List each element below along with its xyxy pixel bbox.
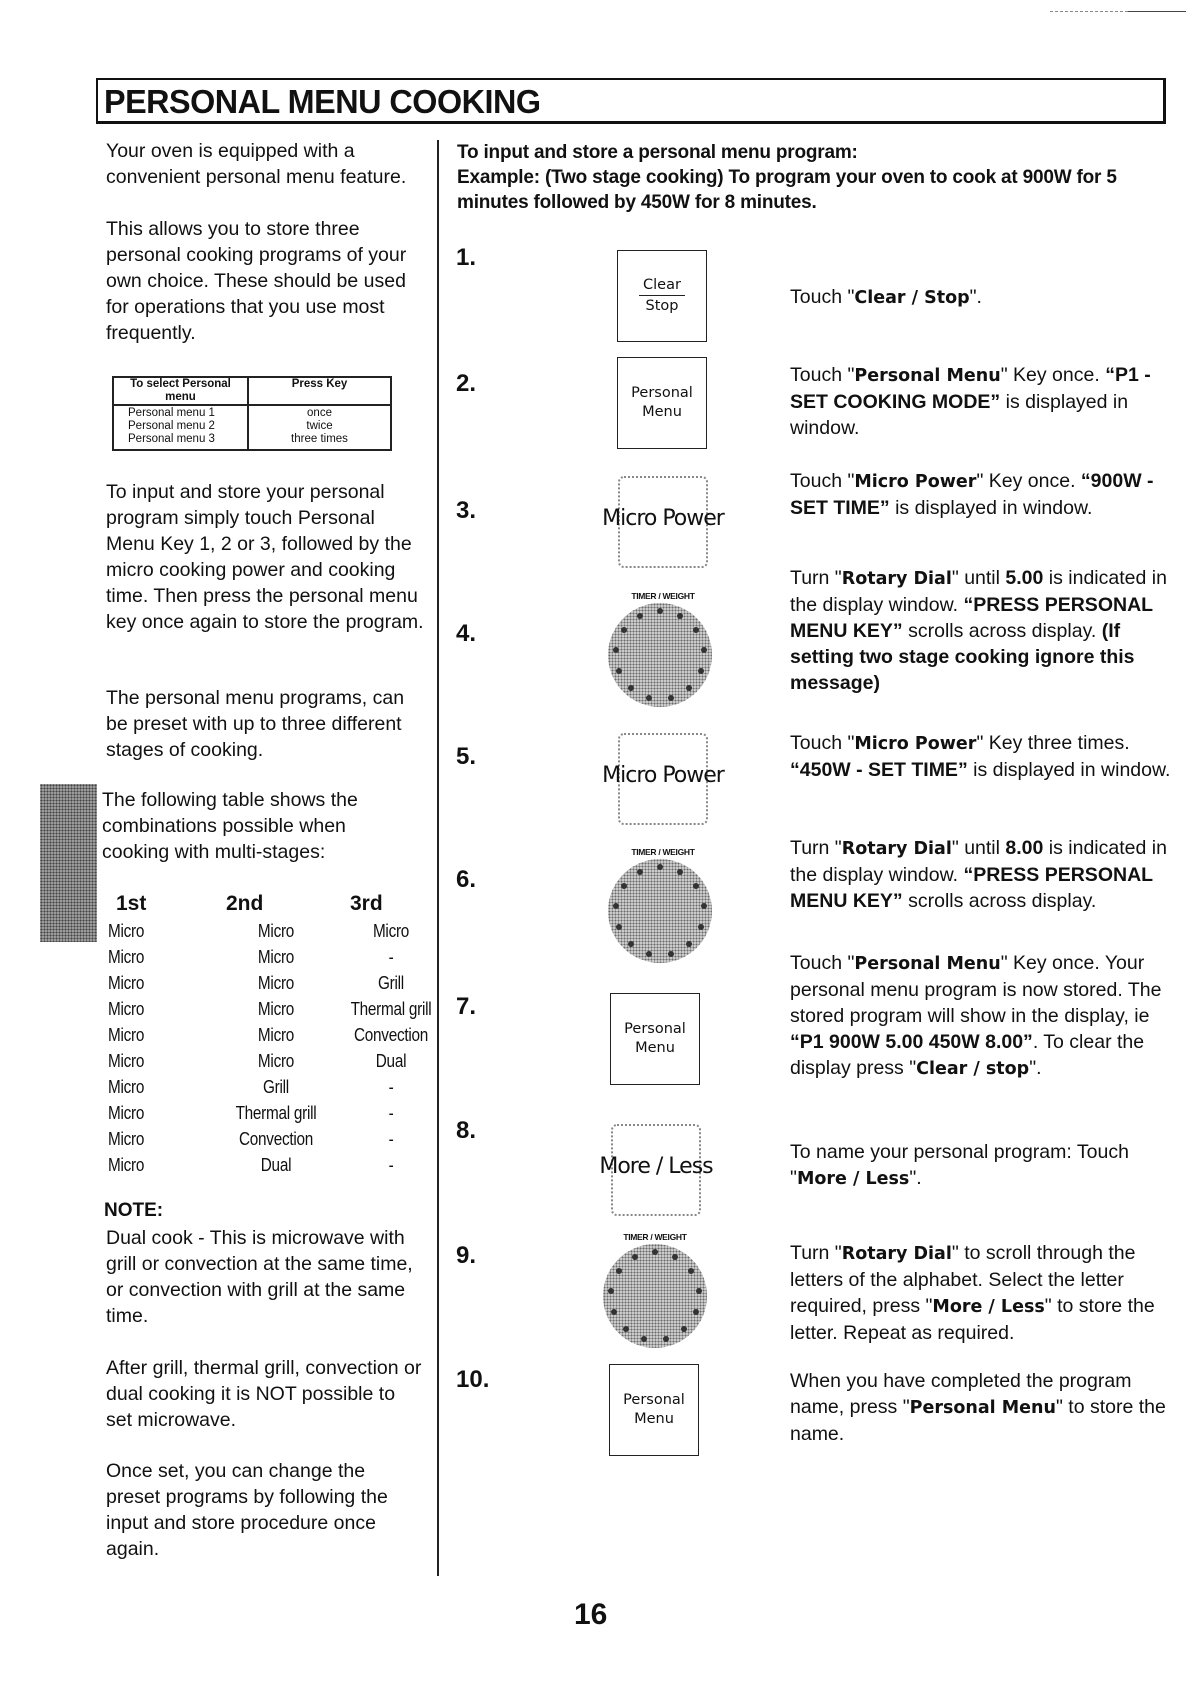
dial-tick-dot bbox=[698, 668, 704, 674]
emphasis-text: Micro Power bbox=[854, 734, 977, 754]
dial-tick-dot bbox=[693, 883, 699, 889]
once-set-text: Once set, you can change the preset programs by following the input and store procedure once again. bbox=[106, 1460, 388, 1560]
dial-tick-dot bbox=[681, 1326, 687, 1332]
table-header: 3rd bbox=[350, 892, 383, 915]
instruction-text: is displayed in window. bbox=[790, 391, 1129, 439]
emphasis-text: “P1 900W 5.00 450W 8.00” bbox=[790, 1031, 1033, 1053]
table-row bbox=[108, 1048, 450, 1074]
instruction-text: is indicated in the display window. bbox=[790, 567, 1167, 616]
instruction-text: Touch " bbox=[790, 286, 855, 308]
step-7-instruction bbox=[790, 950, 1180, 1082]
table-header: Press Key bbox=[248, 377, 391, 405]
table-cell: Convection bbox=[238, 1129, 314, 1149]
dial-tick-dot bbox=[613, 903, 619, 909]
table-cell: Micro bbox=[257, 947, 295, 967]
emphasis-text: Rotary Dial bbox=[841, 839, 952, 859]
stages-paragraph: The personal menu programs, can be preset with up to three different stages of cooking. bbox=[106, 687, 405, 761]
step-number: 3. bbox=[456, 497, 477, 524]
note-text: Dual cook - This is microwave with grill or convection at the same time, or convection with grill at the same time. bbox=[106, 1227, 413, 1327]
table-cell: Micro bbox=[108, 947, 145, 967]
menu-key-label: Menu bbox=[635, 1040, 675, 1056]
dial-tick-dot bbox=[677, 869, 683, 875]
emphasis-text: “PRESS PERSONAL MENU KEY” bbox=[790, 864, 1153, 912]
title-box bbox=[96, 78, 1166, 124]
table-cell: Micro bbox=[372, 921, 410, 941]
input-store-paragraph: To input and store your personal program simply touch Personal Menu Key 1, 2 or 3, followed by the micro cooking power and cooking time. Then press the personal menu key once again to store the program. bbox=[106, 481, 424, 633]
step-number: 1. bbox=[456, 244, 477, 271]
page-title: PERSONAL MENU COOKING bbox=[104, 83, 541, 120]
emphasis-text: Clear / stop bbox=[916, 1059, 1030, 1079]
table-row bbox=[108, 1152, 450, 1178]
timer-weight-label: TIMER / WEIGHT bbox=[623, 1232, 687, 1242]
dial-tick-dot bbox=[611, 1309, 617, 1315]
rotary-dial[interactable] bbox=[608, 603, 712, 707]
table-cell: Thermal grill bbox=[350, 999, 432, 1019]
step-number: 4. bbox=[456, 620, 477, 647]
table-row bbox=[108, 918, 450, 944]
step-number: 6. bbox=[456, 866, 477, 893]
clear-stop-key[interactable] bbox=[617, 250, 707, 342]
table-cell: Micro bbox=[257, 1025, 295, 1045]
instruction-text: " Key once. bbox=[976, 470, 1081, 492]
personal-key-label: Personal bbox=[631, 385, 693, 401]
micro-power-key[interactable]: Micro Power bbox=[602, 506, 724, 531]
instruction-text: is indicated in the display window. bbox=[790, 837, 1167, 886]
rotary-dial[interactable] bbox=[608, 859, 712, 963]
instruction-text: " to store the letter. Repeat as required. bbox=[790, 1295, 1155, 1344]
dial-tick-dot bbox=[701, 903, 707, 909]
dial-tick-dot bbox=[693, 1309, 699, 1315]
table-header: To select Personal menu bbox=[113, 377, 248, 405]
micro-power-key[interactable]: Micro Power bbox=[602, 763, 724, 788]
page-number: 16 bbox=[574, 1598, 608, 1631]
timer-weight-label: TIMER / WEIGHT bbox=[631, 847, 695, 857]
table-cell: Micro bbox=[108, 1103, 145, 1123]
instruction-text: ". bbox=[909, 1167, 922, 1189]
step-number: 8. bbox=[456, 1117, 477, 1144]
dial-tick-dot bbox=[628, 941, 634, 947]
instruction-text: " until bbox=[951, 567, 1006, 589]
table-cell: - bbox=[388, 1155, 394, 1175]
emphasis-text: 8.00 bbox=[1005, 837, 1044, 859]
step-4-instruction bbox=[790, 565, 1180, 696]
emphasis-text: Personal Menu bbox=[854, 366, 1001, 386]
table-cell: Personal menu 1 bbox=[113, 405, 248, 420]
step-2-instruction bbox=[790, 362, 1180, 441]
table-cell: Micro bbox=[108, 921, 145, 941]
emphasis-text: (If setting two stage cooking ignore this message) bbox=[790, 620, 1135, 694]
step-5-instruction bbox=[790, 730, 1180, 783]
dial-tick-dot bbox=[677, 613, 683, 619]
table-row bbox=[108, 1074, 450, 1100]
personal-key-label: Personal bbox=[623, 1392, 685, 1408]
table-cell: Micro bbox=[257, 973, 295, 993]
step-1-instruction bbox=[790, 284, 1180, 311]
instruction-text: " to scroll through the letters of the alphabet. Select the letter required, press " bbox=[790, 1242, 1136, 1317]
emphasis-text: “450W - SET TIME” bbox=[790, 759, 968, 781]
instruction-text: " Key once. Your personal menu program is now stored. The stored program will show in the display, ie bbox=[790, 952, 1162, 1027]
step-6-instruction bbox=[790, 835, 1180, 914]
stop-key-label: Stop bbox=[645, 298, 679, 314]
dial-tick-dot bbox=[657, 608, 663, 614]
instructions-header bbox=[457, 140, 1177, 215]
dial-tick-dot bbox=[686, 685, 692, 691]
personal-menu-key[interactable] bbox=[610, 993, 700, 1085]
dial-tick-dot bbox=[701, 647, 707, 653]
step-3-instruction bbox=[790, 468, 1180, 521]
table-cell: Micro bbox=[257, 921, 295, 941]
table-cell: - bbox=[388, 947, 394, 967]
multistage-combinations-table bbox=[108, 890, 450, 1178]
dial-tick-dot bbox=[688, 1268, 694, 1274]
instruction-text: is displayed in window. bbox=[967, 759, 1171, 781]
table-cell: Dual bbox=[260, 1155, 292, 1175]
dial-tick-dot bbox=[652, 1249, 658, 1255]
dial-tick-dot bbox=[657, 864, 663, 870]
clear-key-label: Clear bbox=[639, 276, 685, 296]
dial-tick-dot bbox=[628, 685, 634, 691]
emphasis-text: Personal Menu bbox=[854, 954, 1001, 974]
table-row bbox=[113, 420, 391, 433]
instruction-text: Touch " bbox=[790, 732, 855, 754]
personal-menu-key[interactable] bbox=[609, 1364, 699, 1456]
dial-tick-dot bbox=[668, 951, 674, 957]
table-row bbox=[113, 405, 391, 420]
dial-tick-dot bbox=[621, 627, 627, 633]
note-title: NOTE: bbox=[104, 1200, 164, 1221]
timer-weight-label: TIMER / WEIGHT bbox=[631, 591, 695, 601]
top-rule bbox=[1128, 11, 1186, 12]
dial-tick-dot bbox=[672, 1254, 678, 1260]
dial-tick-dot bbox=[686, 941, 692, 947]
instruction-text: ". bbox=[969, 286, 982, 308]
instruction-text: . To clear the display press " bbox=[790, 1031, 1145, 1079]
instruction-text: " to store the name. bbox=[790, 1396, 1166, 1445]
dial-tick-dot bbox=[616, 1268, 622, 1274]
dial-tick-dot bbox=[616, 668, 622, 674]
combo-intro-paragraph: The following table shows the combinations possible when cooking with multi-stages: bbox=[102, 789, 358, 863]
table-cell: - bbox=[388, 1077, 394, 1097]
table-cell: once bbox=[307, 407, 332, 419]
table-cell: Micro bbox=[108, 1129, 145, 1149]
table-cell: Convection bbox=[353, 1025, 429, 1045]
dial-tick-dot bbox=[641, 1336, 647, 1342]
personal-key-label: Personal bbox=[624, 1021, 686, 1037]
table-cell: Personal menu 2 bbox=[113, 420, 248, 433]
table-cell: Grill bbox=[263, 1077, 289, 1097]
dial-tick-dot bbox=[668, 695, 674, 701]
table-cell: Micro bbox=[257, 999, 295, 1019]
table-cell: Micro bbox=[108, 1051, 145, 1071]
table-row bbox=[108, 1022, 450, 1048]
instruction-text: To name your personal program: Touch " bbox=[790, 1141, 1129, 1189]
table-cell: Grill bbox=[378, 973, 404, 993]
step-number: 2. bbox=[456, 370, 477, 397]
menu-key-label: Menu bbox=[642, 404, 682, 420]
rotary-dial[interactable] bbox=[603, 1244, 707, 1348]
instruction-text: When you have completed the program name, press " bbox=[790, 1370, 1132, 1418]
emphasis-text: “PRESS PERSONAL MENU KEY” bbox=[790, 594, 1153, 642]
step-number: 7. bbox=[456, 993, 477, 1020]
instruction-text: Turn " bbox=[790, 837, 842, 859]
table-row bbox=[108, 970, 450, 996]
table-cell: Dual bbox=[375, 1051, 407, 1071]
step-number: 9. bbox=[456, 1242, 477, 1269]
dial-tick-dot bbox=[696, 1288, 702, 1294]
table-row bbox=[113, 433, 391, 450]
instruction-text: scrolls across display. bbox=[902, 890, 1097, 912]
emphasis-text: Rotary Dial bbox=[841, 1244, 952, 1264]
table-cell: Micro bbox=[257, 1051, 295, 1071]
dial-tick-dot bbox=[637, 613, 643, 619]
dial-tick-dot bbox=[693, 627, 699, 633]
step-10-instruction bbox=[790, 1368, 1180, 1447]
instruction-text: ". bbox=[1029, 1057, 1042, 1079]
personal-menu-select-table bbox=[112, 376, 392, 451]
instruction-text: " until bbox=[951, 837, 1006, 859]
dial-tick-dot bbox=[663, 1336, 669, 1342]
emphasis-text: More / Less bbox=[932, 1297, 1045, 1317]
table-cell: - bbox=[388, 1103, 394, 1123]
dial-tick-dot bbox=[616, 924, 622, 930]
margin-shade-marker bbox=[40, 784, 97, 942]
instruction-text: scrolls across display. bbox=[902, 620, 1102, 642]
table-cell: twice bbox=[306, 420, 333, 432]
emphasis-text: Micro Power bbox=[854, 472, 977, 492]
table-cell: Micro bbox=[108, 1077, 145, 1097]
emphasis-text: Personal Menu bbox=[909, 1398, 1056, 1418]
table-cell: - bbox=[388, 1129, 394, 1149]
table-cell: Micro bbox=[108, 1025, 145, 1045]
emphasis-text: “P1 - SET COOKING MODE” bbox=[790, 364, 1151, 413]
dial-tick-dot bbox=[632, 1254, 638, 1260]
step-9-instruction bbox=[790, 1240, 1180, 1346]
dial-tick-dot bbox=[613, 647, 619, 653]
more-less-key[interactable]: More / Less bbox=[599, 1154, 713, 1179]
dial-tick-dot bbox=[637, 869, 643, 875]
table-cell: Micro bbox=[108, 999, 145, 1019]
top-rule-dashed bbox=[1050, 11, 1128, 12]
instruction-text: Touch " bbox=[790, 952, 855, 974]
table-row bbox=[108, 944, 450, 970]
table-cell: Micro bbox=[108, 973, 145, 993]
menu-key-label: Menu bbox=[634, 1411, 674, 1427]
instruction-text: Touch " bbox=[790, 470, 855, 492]
table-row bbox=[108, 996, 450, 1022]
step-number: 5. bbox=[456, 743, 477, 770]
dial-tick-dot bbox=[621, 883, 627, 889]
example-text: Example: (Two stage cooking) To program your oven to cook at 900W for 5 minutes followed by 450W for 8 minutes. bbox=[457, 167, 1117, 213]
dial-tick-dot bbox=[646, 951, 652, 957]
instruction-text: Turn " bbox=[790, 567, 842, 589]
table-header: 1st bbox=[116, 892, 147, 915]
dial-tick-dot bbox=[623, 1326, 629, 1332]
table-header: 2nd bbox=[226, 892, 264, 915]
table-cell: Thermal grill bbox=[235, 1103, 317, 1123]
dial-tick-dot bbox=[698, 924, 704, 930]
instruction-text: is displayed in window. bbox=[889, 497, 1093, 519]
dial-tick-dot bbox=[608, 1288, 614, 1294]
table-row bbox=[108, 1126, 450, 1152]
emphasis-text: 5.00 bbox=[1005, 567, 1044, 589]
table-cell: three times bbox=[291, 433, 348, 445]
table-cell: Personal menu 3 bbox=[113, 433, 248, 450]
step-number: 10. bbox=[456, 1366, 490, 1393]
intro-paragraph-2: This allows you to store three personal cooking programs of your own choice. These should be used for operations that you use most frequently. bbox=[106, 218, 407, 344]
step-8-instruction bbox=[790, 1139, 1180, 1192]
emphasis-text: “900W - SET TIME” bbox=[790, 470, 1154, 519]
personal-menu-key[interactable] bbox=[617, 357, 707, 449]
emphasis-text: Clear / Stop bbox=[854, 288, 970, 308]
instructions-heading: To input and store a personal menu program: bbox=[457, 142, 858, 163]
after-grill-text: After grill, thermal grill, convection or dual cooking it is NOT possible to set microwave. bbox=[106, 1357, 422, 1431]
instruction-text: Turn " bbox=[790, 1242, 842, 1264]
intro-paragraph-1: Your oven is equipped with a convenient personal menu feature. bbox=[106, 140, 407, 188]
emphasis-text: Rotary Dial bbox=[841, 569, 952, 589]
instruction-text: " Key three times. bbox=[976, 732, 1130, 754]
instruction-text: Touch " bbox=[790, 364, 855, 386]
table-cell: Micro bbox=[108, 1155, 145, 1175]
emphasis-text: More / Less bbox=[796, 1169, 910, 1189]
column-divider bbox=[437, 140, 439, 1576]
table-row bbox=[108, 1100, 450, 1126]
instruction-text: " Key once. bbox=[1000, 364, 1106, 386]
dial-tick-dot bbox=[646, 695, 652, 701]
